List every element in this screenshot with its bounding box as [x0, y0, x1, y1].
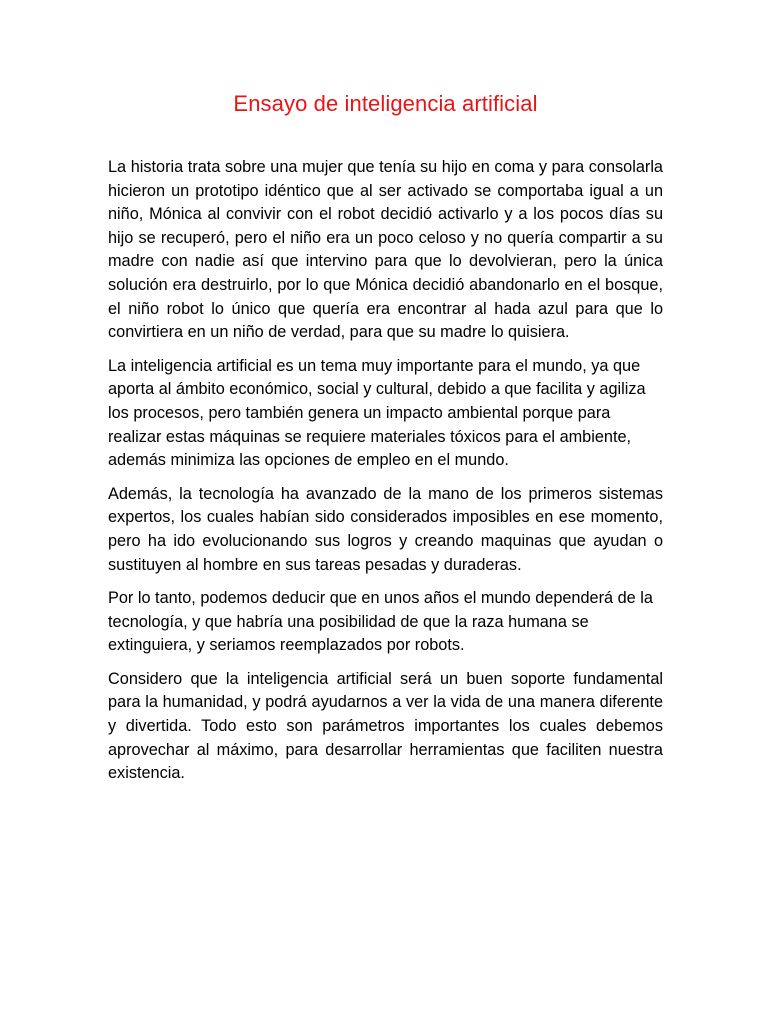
- paragraph-opinion: Considero que la inteligencia artificial será un buen soporte fundamental para la humanidad, y podrá ayudarnos a ver la vida de una manera diferente y divertida. Todo esto son parámetros importantes los cuales debemos aprovechar al máximo, para desarrollar herramientas que faciliten nuestra existencia.: [108, 669, 663, 783]
- paragraph-technology-advance: Además, la tecnología ha avanzado de la mano de los primeros sistemas expertos, los cuales habían sido considerados imposibles en ese momento, pero ha ido evolucionando sus logros y creando maquinas que ayudan o sustituyen al hombre en sus tareas pesadas y duraderas.: [108, 484, 663, 574]
- document-title: Ensayo de inteligencia artificial: [233, 91, 538, 116]
- paragraph-ai-importance: La inteligencia artificial es un tema muy importante para el mundo, ya que aporta al ámbito económico, social y cultural, debido a que facilita y agiliza los procesos, pero también genera un impacto ambiental porque para realizar estas máquinas se requiere materiales tóxicos para el ambiente, además minimiza las opciones de empleo en el mundo.: [108, 356, 646, 470]
- paragraph-story-summary: La historia trata sobre una mujer que tenía su hijo en coma y para consolarla hicieron un prototipo idéntico que al ser activado se comportaba igual a un niño, Mónica al convivir con el robot decidió activarlo y a los pocos días su hijo se recuperó, pero el niño era un poco celoso y no quería compartir a su madre con nadie así que intervino para que lo devolvieran, pero la única solución era destruirlo, por lo que Mónica decidió abandonarlo en el bosque, el niño robot lo único que quería era encontrar al hada azul para que lo convirtiera en un niño de verdad, para que su madre lo quisiera.: [108, 158, 663, 342]
- paragraph-conclusion: Por lo tanto, podemos deducir que en unos años el mundo dependerá de la tecnología, y que habría una posibilidad de que la raza humana se extinguiera, y seriamos reemplazados por robots.: [108, 589, 653, 655]
- document-body: [108, 156, 663, 786]
